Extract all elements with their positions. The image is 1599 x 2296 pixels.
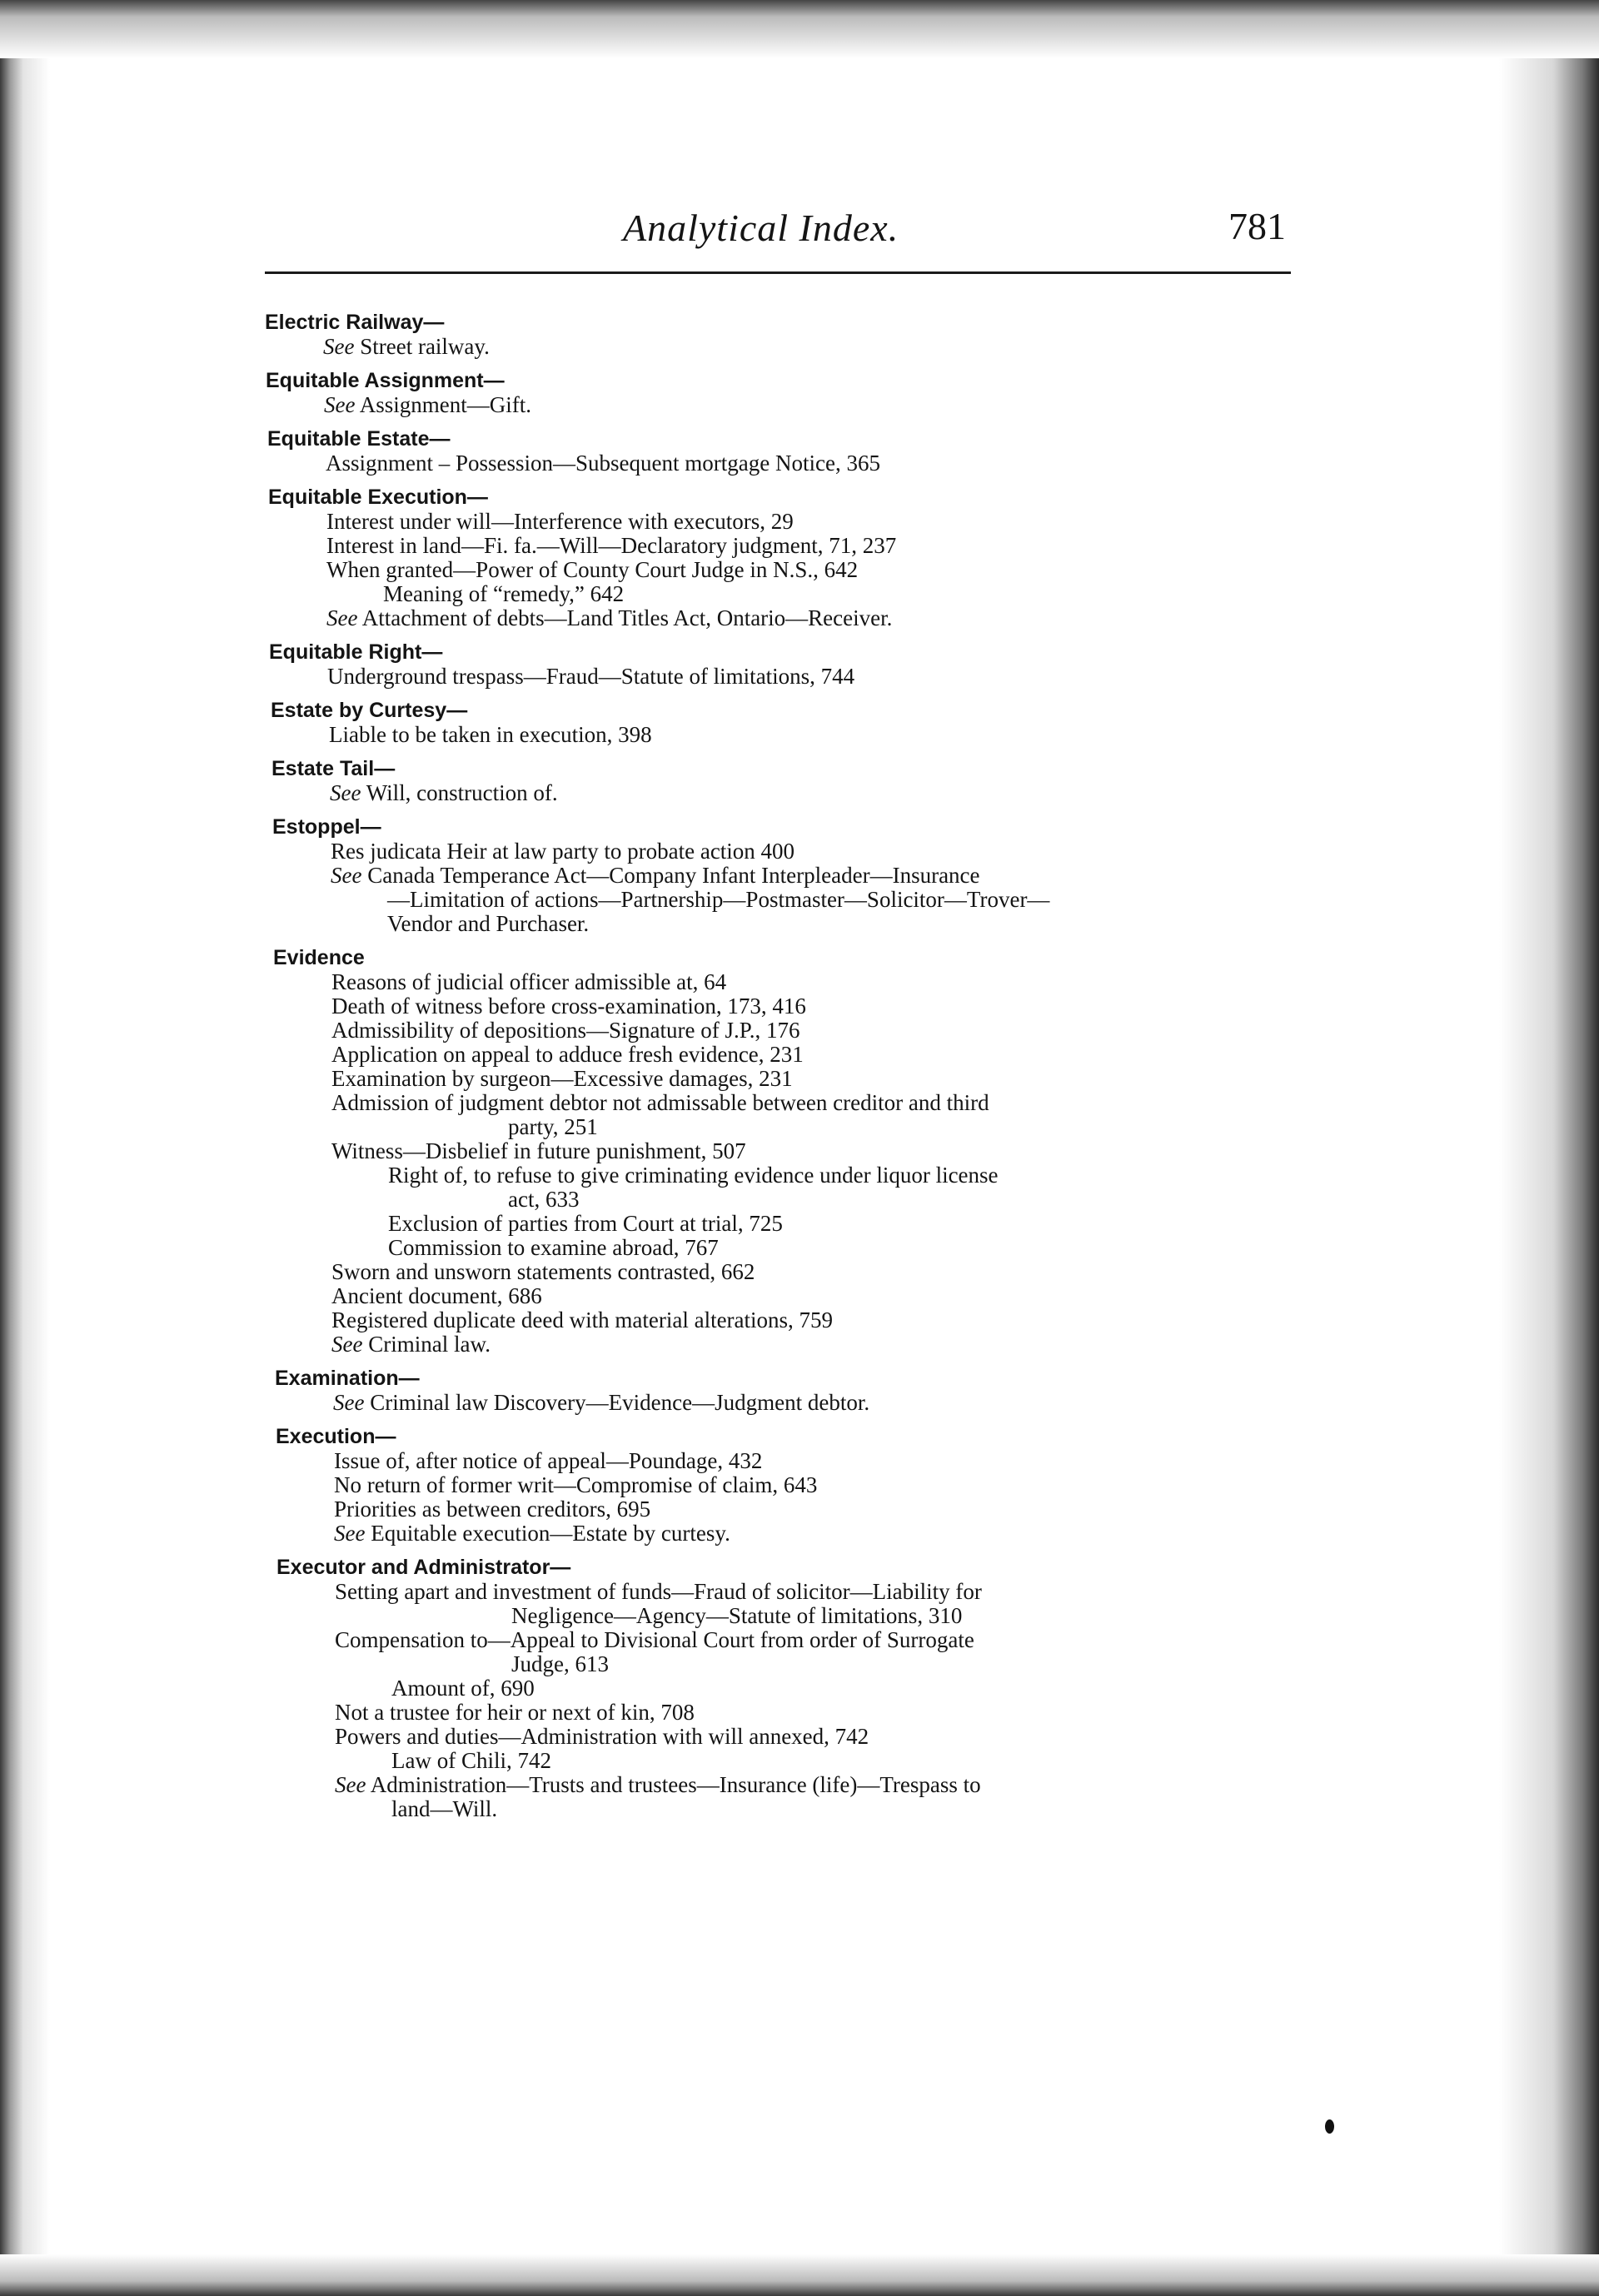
index-entry: [265, 310, 1323, 359]
entry-line-text: Meaning of “remedy,” 642: [383, 581, 625, 606]
entry-heading: Estoppel—: [272, 815, 381, 839]
entry-line: [273, 1019, 1323, 1043]
entry-line: [276, 1676, 1323, 1701]
scan-left-edge: [0, 0, 50, 2296]
running-title: Analytical Index.: [623, 207, 899, 249]
entry-line: [276, 1628, 1323, 1652]
entry-heading: Equitable Right—: [269, 640, 443, 664]
entry-line-text: Res judicata Heir at law party to probate action 400: [331, 839, 795, 864]
entry-line-text: Negligence—Agency—Statute of limitations, 310: [511, 1603, 963, 1628]
entry-line-text: Commission to examine abroad, 767: [388, 1235, 719, 1260]
see-reference-label: See: [333, 1390, 365, 1415]
entry-line-text: Will, construction of.: [366, 780, 558, 805]
entry-heading: Execution—: [276, 1425, 396, 1448]
entry-line: [267, 451, 1323, 476]
entry-line-text: No return of former writ—Compromise of claim, 643: [334, 1472, 818, 1497]
entry-line: [266, 393, 1323, 417]
entry-heading: Equitable Estate—: [267, 427, 451, 451]
entry-line: [276, 1473, 1323, 1497]
entry-line-text: Examination by surgeon—Excessive damages, 231: [331, 1066, 793, 1091]
entry-line: [273, 1284, 1323, 1308]
entry-line-text: act, 633: [508, 1187, 580, 1212]
index-entry: [273, 945, 1323, 1357]
entry-line-text: Exclusion of parties from Court at trial, 725: [388, 1211, 783, 1236]
entry-line-text: Assignment—Gift.: [359, 392, 531, 417]
entry-line: [273, 1188, 1323, 1212]
see-reference-label: See: [324, 392, 356, 417]
entry-line-text: Criminal law.: [368, 1332, 491, 1357]
entry-line-text: Admission of judgment debtor not admissable between creditor and third: [331, 1090, 989, 1115]
entry-line: [273, 1332, 1323, 1357]
entry-line: [276, 1652, 1323, 1676]
entry-line: [273, 1212, 1323, 1236]
entry-line-text: —Limitation of actions—Partnership—Postmaster—Solicitor—Trover—: [387, 887, 1050, 912]
index-entry: [271, 756, 1323, 805]
entry-line-text: Application on appeal to adduce fresh evidence, 231: [331, 1042, 804, 1067]
index-entry: [276, 1555, 1323, 1821]
index-entry: [271, 698, 1323, 747]
entry-line-text: Administration—Trusts and trustees—Insurance (life)—Trespass to: [370, 1772, 981, 1797]
entry-line-text: Interest in land—Fi. fa.—Will—Declaratory judgment, 71, 237: [326, 533, 897, 558]
index-entry: [272, 814, 1323, 936]
entry-line-text: Priorities as between creditors, 695: [334, 1497, 651, 1522]
entry-line-text: Underground trespass—Fraud—Statute of limitations, 744: [327, 664, 855, 689]
entry-line-text: Witness—Disbelief in future punishment, 507: [331, 1138, 746, 1163]
see-reference-label: See: [334, 1521, 366, 1546]
see-reference-label: See: [330, 780, 361, 805]
entry-line: [276, 1604, 1323, 1628]
entry-line: [273, 1260, 1323, 1284]
entry-line: [272, 864, 1323, 888]
entry-line-text: Canada Temperance Act—Company Infant Interpleader—Insurance: [367, 863, 980, 888]
entry-line-text: Ancient document, 686: [331, 1283, 542, 1308]
entry-line: [268, 558, 1323, 582]
entry-line: [276, 1449, 1323, 1473]
entry-line: [273, 1139, 1323, 1163]
entry-line: [268, 510, 1323, 534]
entry-line-text: Issue of, after notice of appeal—Poundage, 432: [334, 1448, 763, 1473]
entry-line: [273, 1236, 1323, 1260]
index-entry: [275, 1366, 1323, 1415]
entry-line: [276, 1725, 1323, 1749]
see-reference-label: See: [326, 605, 358, 630]
entry-line-text: Not a trustee for heir or next of kin, 708: [335, 1700, 695, 1725]
entry-line: [268, 582, 1323, 606]
index-entry: [267, 426, 1323, 476]
entry-line: [273, 1115, 1323, 1139]
entry-line: [273, 1308, 1323, 1332]
index-entry: [268, 485, 1323, 630]
entry-heading: Equitable Execution—: [268, 486, 488, 509]
entry-line: [276, 1773, 1323, 1797]
entry-line: [273, 1163, 1323, 1188]
entry-line: [276, 1797, 1323, 1821]
entry-line: [276, 1497, 1323, 1522]
entry-line: [273, 970, 1323, 994]
index-entry: [269, 640, 1323, 689]
entry-line-text: Compensation to—Appeal to Divisional Court from order of Surrogate: [335, 1627, 974, 1652]
entry-line-text: Reasons of judicial officer admissible at, 64: [331, 969, 727, 994]
entry-heading: Equitable Assignment—: [266, 369, 505, 392]
entry-line-text: Sworn and unsworn statements contrasted, 662: [331, 1259, 755, 1284]
entry-line: [273, 994, 1323, 1019]
entry-line: [276, 1749, 1323, 1773]
entry-line: [268, 606, 1323, 630]
entry-line: [273, 1043, 1323, 1067]
entry-line-text: Interest under will—Interference with executors, 29: [326, 509, 794, 534]
entry-line: [272, 839, 1323, 864]
scan-top-edge: [0, 0, 1599, 58]
entry-line: [275, 1391, 1323, 1415]
entry-line-text: Judge, 613: [511, 1651, 609, 1676]
entry-line-text: Attachment of debts—Land Titles Act, Ontario—Receiver.: [361, 605, 893, 630]
index-entry: [276, 1424, 1323, 1546]
entry-line: [276, 1701, 1323, 1725]
entry-line-text: Vendor and Purchaser.: [387, 911, 590, 936]
entry-heading: Evidence: [273, 946, 365, 969]
entry-line-text: Death of witness before cross-examination, 173, 416: [331, 994, 806, 1019]
see-reference-label: See: [323, 334, 355, 359]
entry-line-text: Admissibility of depositions—Signature of J.P., 176: [331, 1018, 800, 1043]
entry-line-text: Right of, to refuse to give criminating evidence under liquor license: [388, 1163, 999, 1188]
page-header: [265, 204, 1291, 271]
entry-heading: Estate Tail—: [271, 757, 396, 780]
entry-line: [265, 335, 1323, 359]
index-body: [265, 310, 1323, 1830]
see-reference-label: See: [331, 1332, 363, 1357]
entry-line: [269, 665, 1323, 689]
entry-line-text: Powers and duties—Administration with will annexed, 742: [335, 1724, 869, 1749]
entry-line: [272, 912, 1323, 936]
index-entry: [266, 368, 1323, 417]
see-reference-label: See: [335, 1772, 366, 1797]
page-number: 781: [1228, 205, 1286, 247]
entry-line-text: land—Will.: [391, 1796, 498, 1821]
entry-line-text: Law of Chili, 742: [391, 1748, 551, 1773]
entry-line-text: Assignment – Possession—Subsequent mortgage Notice, 365: [326, 451, 880, 476]
entry-line-text: party, 251: [508, 1114, 598, 1139]
entry-line: [273, 1091, 1323, 1115]
entry-line: [276, 1522, 1323, 1546]
entry-line: [272, 888, 1323, 912]
entry-heading: Executor and Administrator—: [276, 1556, 571, 1579]
see-reference-label: See: [331, 863, 362, 888]
entry-line: [276, 1580, 1323, 1604]
entry-line: [271, 723, 1323, 747]
entry-line-text: Registered duplicate deed with material alterations, 759: [331, 1307, 834, 1332]
entry-line-text: When granted—Power of County Court Judge in N.S., 642: [326, 557, 859, 582]
entry-line-text: Equitable execution—Estate by curtesy.: [371, 1521, 730, 1546]
entry-line: [271, 781, 1323, 805]
entry-line: [268, 534, 1323, 558]
entry-line-text: Street railway.: [360, 334, 490, 359]
entry-heading: Examination—: [275, 1367, 420, 1390]
ink-spot: [1325, 2119, 1334, 2134]
entry-heading: Estate by Curtesy—: [271, 699, 468, 722]
entry-line-text: Setting apart and investment of funds—Fraud of solicitor—Liability for: [335, 1579, 982, 1604]
entry-heading: Electric Railway—: [265, 311, 445, 334]
entry-line: [273, 1067, 1323, 1091]
entry-line-text: Amount of, 690: [391, 1676, 535, 1701]
entry-line-text: Criminal law Discovery—Evidence—Judgment debtor.: [370, 1390, 870, 1415]
entry-line-text: Liable to be taken in execution, 398: [329, 722, 652, 747]
scan-bottom-edge: [0, 2254, 1599, 2296]
scan-right-edge: [1499, 0, 1599, 2296]
header-rule: [265, 271, 1291, 274]
